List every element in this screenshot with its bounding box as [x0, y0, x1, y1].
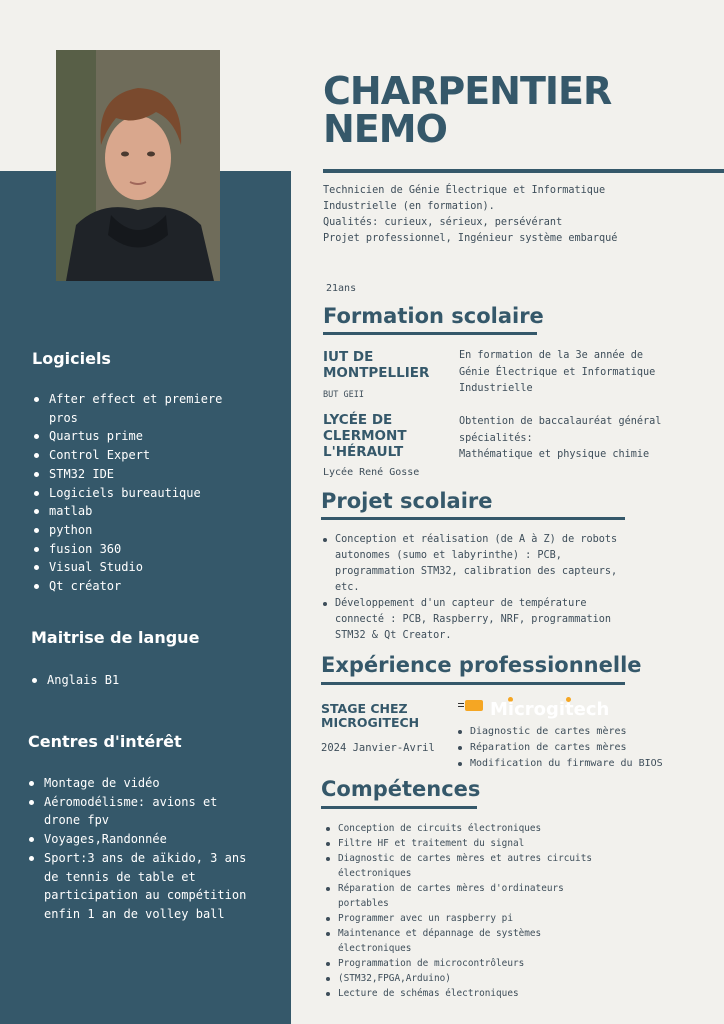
- list-item: python: [32, 521, 247, 540]
- list-item: Qt créator: [32, 577, 247, 596]
- summary-line: Projet professionnel, Ingénieur système embarqué: [323, 233, 618, 244]
- list-item: Anglais B1: [30, 671, 260, 690]
- education-school-detail: Lycée René Gosse: [323, 467, 420, 478]
- description-line: Génie Électrique et Informatique: [459, 366, 656, 378]
- list-item: Sport:3 ans de aïkido, 3 ans de tennis de table et participation au compétition enfin 1 an de volley ball: [27, 849, 255, 924]
- list-item: Maintenance et dépannage de systèmes électroniques: [324, 926, 614, 956]
- last-name: CHARPENTIER: [323, 69, 612, 113]
- logo-chip-icon: [465, 700, 483, 711]
- languages-section-title: Maitrise de langue: [31, 628, 200, 647]
- logo-lines: [458, 703, 464, 704]
- education-description: [459, 348, 655, 398]
- projects-list: [321, 532, 621, 644]
- candidate-name: [323, 69, 612, 151]
- list-item: fusion 360: [32, 540, 247, 559]
- description-line: En formation de la 3e année de: [459, 350, 644, 361]
- experience-section-title: Expérience professionnelle: [321, 653, 642, 677]
- list-item: Voyages,Randonnée: [27, 830, 255, 849]
- age-label: 21ans: [326, 283, 357, 294]
- list-item: Programmer avec un raspberry pi: [324, 911, 614, 926]
- list-item: Conception et réalisation (de A à Z) de robots autonomes (sumo et labyrinthe) : PCB, programmation STM32, calibration des capteurs, etc.: [321, 532, 621, 596]
- summary-line: Qualités: curieux, sérieux, persévérant: [323, 217, 563, 228]
- list-item: Aéromodélisme: avions et drone fpv: [27, 793, 255, 830]
- education-degree: BUT GEII: [323, 390, 364, 400]
- profile-photo: [56, 50, 220, 281]
- education-description: [459, 414, 661, 464]
- section-divider: [321, 517, 625, 520]
- list-item: Logiciels bureautique: [32, 484, 247, 503]
- experience-date: 2024 Janvier-Avril: [321, 742, 435, 754]
- list-item: matlab: [32, 502, 247, 521]
- portrait-illustration: [56, 50, 220, 281]
- list-item: Modification du firmware du BIOS: [456, 756, 696, 772]
- list-item: Control Expert: [32, 446, 247, 465]
- list-item: Diagnostic de cartes mères: [456, 724, 696, 740]
- list-item: Développement d'un capteur de température connecté : PCB, Raspberry, NRF, programmation STM32 & Qt Creator.: [321, 596, 621, 644]
- logo-text: Microgitech: [490, 699, 610, 720]
- list-item: Montage de vidéo: [27, 774, 255, 793]
- section-divider: [321, 682, 625, 685]
- education-school: IUT DE MONTPELLIER: [323, 349, 430, 381]
- education-section-title: Formation scolaire: [323, 304, 544, 328]
- list-item: (STM32,FPGA,Arduino): [324, 971, 614, 986]
- skills-section-title: Compétences: [321, 777, 481, 801]
- software-list: [32, 390, 247, 596]
- description-line: Obtention de baccalauréat général: [459, 416, 662, 427]
- experience-company: STAGE CHEZ MICROGITECH: [321, 701, 420, 730]
- list-item: Diagnostic de cartes mères et autres circuits électroniques: [324, 851, 614, 881]
- description-line: Mathématique et physique chimie: [459, 449, 650, 460]
- list-item: Réparation de cartes mères: [456, 740, 696, 756]
- interests-list: [27, 774, 255, 924]
- list-item: After effect et premiere pros: [32, 390, 247, 427]
- skills-list: [324, 821, 614, 1001]
- summary-line: Technicien de Génie Électrique et Informatique: [323, 185, 606, 196]
- section-divider: [323, 332, 537, 335]
- first-name: NEMO: [323, 107, 447, 151]
- list-item: Quartus prime: [32, 427, 247, 446]
- languages-list: [30, 671, 260, 690]
- interests-section-title: Centres d'intérêt: [28, 732, 182, 751]
- list-item: Visual Studio: [32, 558, 247, 577]
- name-divider: [323, 169, 724, 173]
- profile-summary: [323, 183, 713, 247]
- software-section-title: Logiciels: [32, 349, 111, 368]
- description-line: spécialités:: [459, 432, 533, 444]
- list-item: STM32 IDE: [32, 465, 247, 484]
- list-item: Lecture de schémas électroniques: [324, 986, 614, 1001]
- description-line: Industrielle: [459, 383, 533, 394]
- projects-section-title: Projet scolaire: [321, 489, 493, 513]
- list-item: Réparation de cartes mères d'ordinateurs portables: [324, 881, 614, 911]
- section-divider: [321, 806, 477, 809]
- list-item: Conception de circuits électroniques: [324, 821, 614, 836]
- summary-line: Industrielle (en formation).: [323, 201, 495, 212]
- list-item: Filtre HF et traitement du signal: [324, 836, 614, 851]
- list-item: Programmation de microcontrôleurs: [324, 956, 614, 971]
- experience-tasks-list: [456, 724, 696, 772]
- company-logo: [458, 697, 628, 723]
- education-school: LYCÉE DE CLERMONT L'HÉRAULT: [323, 412, 407, 460]
